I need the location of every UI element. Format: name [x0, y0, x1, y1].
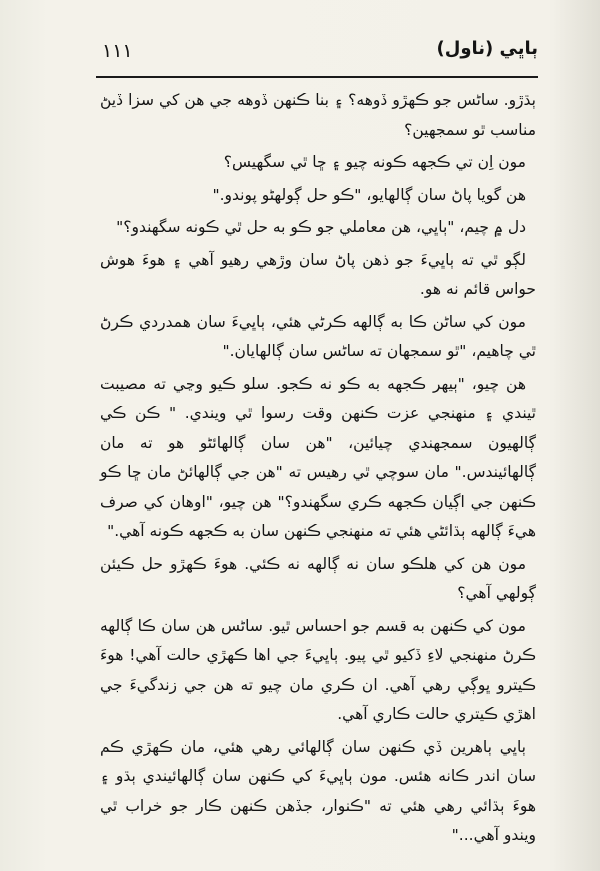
page-header [96, 38, 538, 72]
paragraph: ٻاڀي ٻاهرين ڏي ڪنهن سان ڳالهائي رهي هئي، مان ڪهڙي ڪم سان اندر ڪانه هئس. مون ٻاڀيءَ کي ڪنهن سان ڳالهائيندي ٻڌو ۽ هوءَ ٻڌائي رهي هئي ته "ڪنوار، جڏهن ڪنهن ڪار جو خراب ٿي ويندو آهي..." [100, 737, 536, 844]
paragraph: مون اِن تي ڪجهه ڪونه چيو ۽ ڇا ٿي سگهيس؟ [223, 153, 526, 171]
running-title: ٻاڀي (ناول) [436, 38, 538, 59]
page-number: ١١١ [102, 40, 133, 62]
page-edge-shadow [548, 0, 600, 871]
paragraph: لڳو ٿي ته ٻاڀيءَ جو ذهن پاڻ سان وڙهي رهيو آهي ۽ هوءَ هوش حواس قائم نه هو. [100, 250, 536, 298]
body-text [100, 86, 536, 854]
paragraph: مون هن کي هلڪو سان نه ڳالهه نه ڪئي. هوءَ ڪهڙو حل ڪيئن ڳولهي آهي؟ [100, 554, 536, 602]
paragraph: مون کي ڪنهن به قسم جو احساس ٿيو. ساڻس هن سان ڪا ڳالهه ڪرڻ منهنجي لاءِ ڏکيو ٿي پيو. ٻاڀيءَ جي اها ڪهڙي حالت آهي! هوءَ ڪيترو ڀوڳي رهي آهي. ان ڪري مان چيو ته هن جي زندگيءَ جي اهڙي ڪيتري حالت ڪاري آهي. [100, 616, 536, 723]
paragraph: هن گويا پاڻ سان ڳالهايو، "ڪو حل ڳولهڻو پوندو." [212, 185, 526, 204]
paragraph: مون کي ساڻن ڪا به ڳالهه ڪرڻي هئي، ٻاڀيءَ سان همدردي ڪرڻ ٿي چاهيم، "ٿو سمجهان ته ساڻس سان ڳالهايان." [100, 312, 536, 360]
header-rule [96, 76, 538, 78]
paragraph: ٻڌڙو. ساڻس جو ڪهڙو ڏوهه؟ ۽ بنا ڪنهن ڏوهه جي هن کي سزا ڏيڻ مناسب ٿو سمجهين؟ [100, 91, 536, 139]
paragraph: هن چيو، "ٻيهر ڪجهه به ڪو نه ڪجو. سلو ڪيو وڃي ته مصيبت ٿيندي ۽ منهنجي عزت ڪنهن وقت رسوا ٿي ويندي. " ڪن ڪي ڳالهيون سمجهندي چيائين، "هن سان ڳالهائڻو هو ته مان ڳالهائيندس." مان سوچي ٿي رهيس ته "هن جي ڳالهائڻ مان ڇا ڪو ڪنهن جي اڳيان ڪجهه ڪري سگهندو؟" هن چيو، "اوهان کي صرف هيءَ ڳالهه ٻڌائڻي هئي ته منهنجي ڪنهن سان به ڪجهه ڪونه آهي." [100, 374, 536, 540]
paragraph: دل ۾ چيم، "ٻاڀي، هن معاملي جو ڪو به حل ٿي ڪونه سگهندو؟" [116, 218, 526, 236]
